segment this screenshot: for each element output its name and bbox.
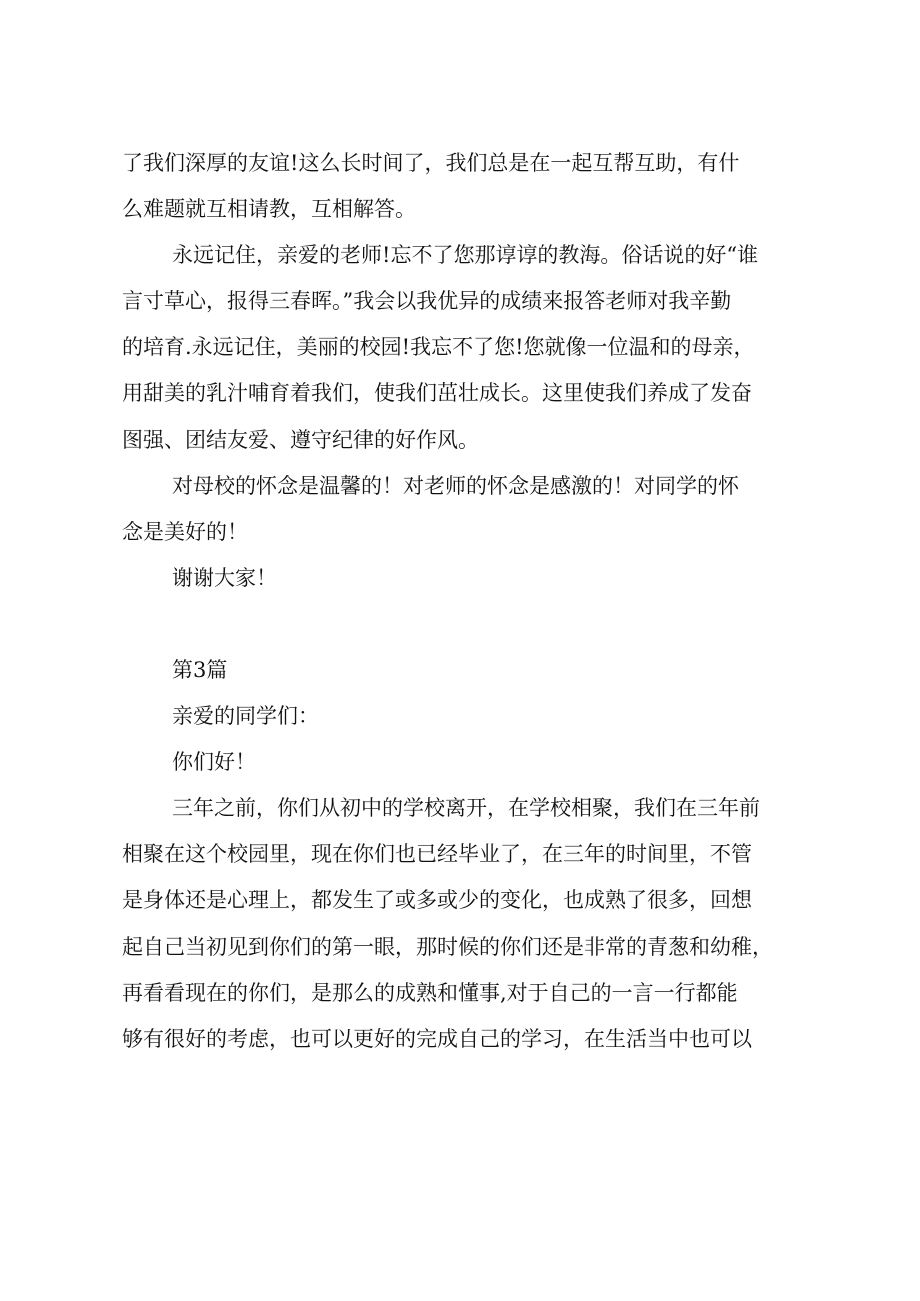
paragraph-line: 用甜美的乳汁哺育着我们，使我们茁壮成长。这里使我们养成了发奋 [122, 381, 752, 406]
paragraph-line: 么难题就互相请教，互相解答。 [122, 197, 416, 222]
greeting-line: 你们好！ [172, 750, 256, 775]
paragraph-line: 言寸草心，报得三春晖。”我会以我优异的成绩来报答老师对我辛勤 [122, 289, 732, 314]
paragraph-line: 念是美好的！ [122, 519, 248, 544]
section-heading: 第3篇 [172, 657, 228, 682]
paragraph-line: 的培育.永远记住，美丽的校园!我忘不了您!您就像一位温和的母亲， [122, 335, 755, 360]
paragraph-line: 再看看现在的你们，是那么的成熟和懂事,对于自己的一言一行都能 [122, 980, 738, 1005]
closing-line: 谢谢大家！ [172, 565, 277, 590]
paragraph-line: 是身体还是心理上，都发生了或多或少的变化，也成熟了很多，回想 [122, 888, 752, 913]
paragraph-line: 永远记住，亲爱的老师!忘不了您那谆谆的教海。俗话说的好“谁 [172, 243, 759, 268]
paragraph-line: 图强、团结友爱、遵守纪律的好作风。 [122, 427, 479, 452]
paragraph-line: 对母校的怀念是温馨的！对老师的怀念是感激的！对同学的怀 [172, 473, 739, 498]
paragraph-line: 了我们深厚的友谊!这么长时间了，我们总是在一起互帮互助，有什 [122, 151, 740, 175]
paragraph-line: 够有很好的考虑，也可以更好的完成自己的学习，在生活当中也可以 [122, 1026, 752, 1051]
paragraph-line: 起自己当初见到你们的第一眼，那时候的你们还是非常的青葱和幼稚， [122, 934, 773, 959]
paragraph-line: 三年之前，你们从初中的学校离开，在学校相聚，我们在三年前 [172, 796, 760, 821]
document-body [122, 140, 802, 1062]
salutation-line: 亲爱的同学们： [172, 704, 319, 729]
section-gap [122, 601, 802, 647]
paragraph-line: 相聚在这个校园里，现在你们也已经毕业了，在三年的时间里，不管 [122, 842, 752, 867]
